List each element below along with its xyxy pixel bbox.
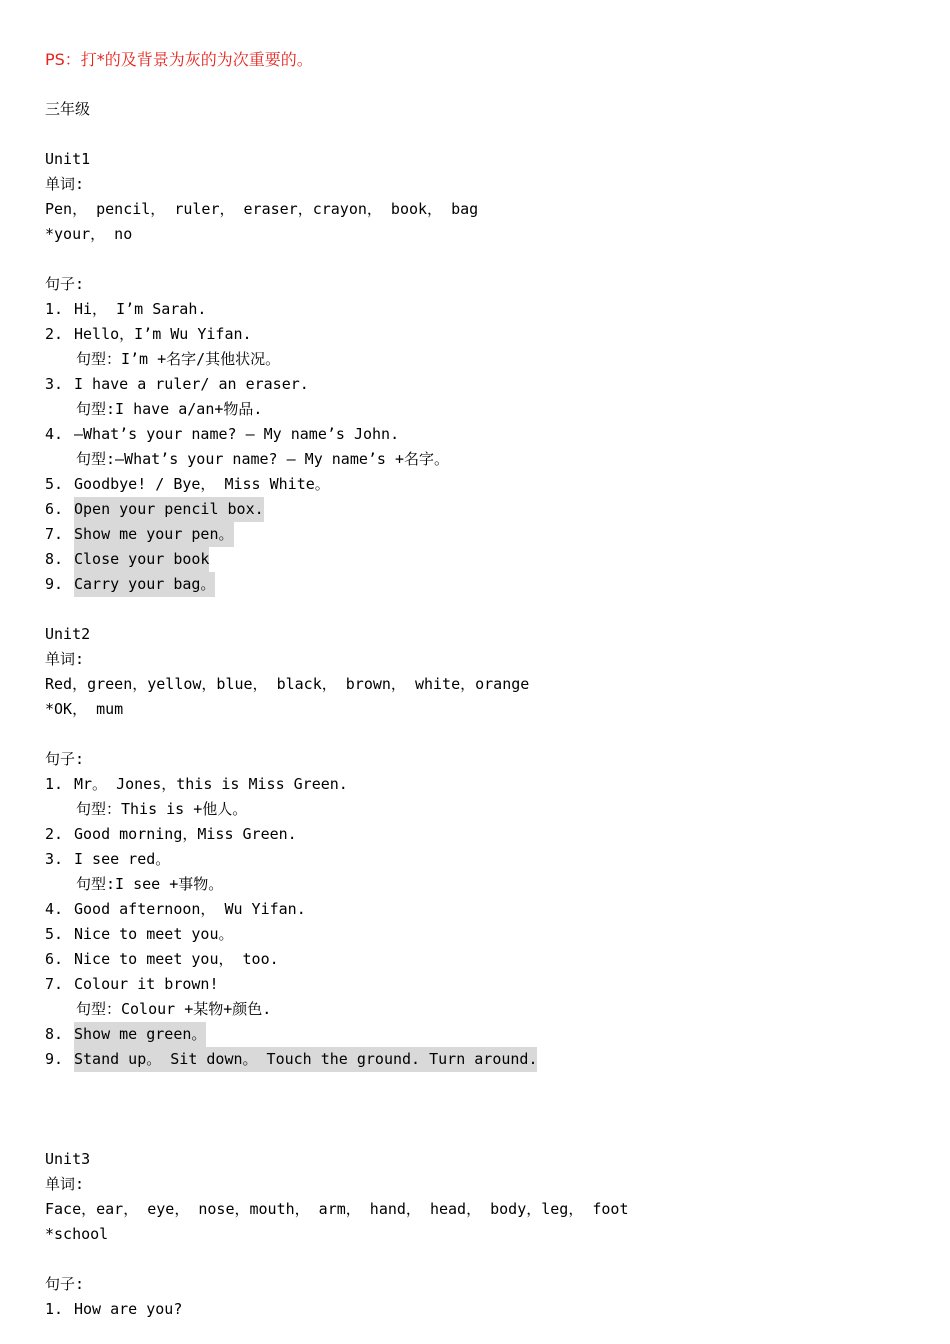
words-label: 单词: <box>45 175 85 193</box>
units-container <box>45 147 925 1322</box>
document-page <box>45 47 925 1322</box>
sentence-number: 2. <box>45 825 64 843</box>
sentence-text: Close your book <box>74 547 209 572</box>
grade-heading: 三年级 <box>45 100 91 118</box>
sentence-number: 2. <box>45 325 64 343</box>
sentence-number: 1. <box>45 300 64 318</box>
sentence-pattern: 句型：Colour +某物+颜色. <box>76 1000 272 1018</box>
word-list: Pen， pencil， ruler， eraser，crayon， book， bag <box>45 200 479 218</box>
sentence-number: 8. <box>45 550 64 568</box>
sentence-text: Show me green。 <box>74 1022 206 1047</box>
importance-note: PS：打*的及背景为灰的为次重要的。 <box>45 50 313 69</box>
sentence-number: 5. <box>45 925 64 943</box>
sentence-text: Show me your pen。 <box>74 522 234 547</box>
sentence-text: Nice to meet you， too. <box>74 950 279 968</box>
sentence-number: 1. <box>45 775 64 793</box>
sentence-number: 8. <box>45 1025 64 1043</box>
sentence-number: 9. <box>45 1050 64 1068</box>
sentence-item <box>45 897 925 922</box>
spacer <box>45 1097 925 1122</box>
sentence-number: 9. <box>45 575 64 593</box>
sentence-item <box>45 947 925 972</box>
sentence-text: How are you? <box>74 1300 183 1318</box>
extra-word-list: *OK， mum <box>45 700 124 718</box>
sentence-text: Carry your bag。 <box>74 572 215 597</box>
sentence-item <box>45 472 925 497</box>
sentence-number: 5. <box>45 475 64 493</box>
sentence-item <box>45 522 925 547</box>
sentence-item <box>45 422 925 447</box>
sentence-item <box>45 847 925 872</box>
sentence-text: Hi， I’m Sarah. <box>74 300 207 318</box>
word-list: Red，green，yellow，blue， black， brown， white，orange <box>45 675 530 693</box>
sentence-item <box>45 1297 925 1322</box>
sentence-text: Open your pencil box. <box>74 497 264 522</box>
sentence-number: 7. <box>45 975 64 993</box>
words-label: 单词: <box>45 1175 85 1193</box>
words-label: 单词: <box>45 650 85 668</box>
sentence-text: I see red。 <box>74 850 171 868</box>
sentence-item <box>45 822 925 847</box>
spacer <box>45 1122 925 1147</box>
sentence-number: 6. <box>45 500 64 518</box>
sentence-text: Hello，I’m Wu Yifan. <box>74 325 252 343</box>
sentence-item <box>45 322 925 347</box>
sentences-label: 句子: <box>45 275 85 293</box>
sentence-item <box>45 372 925 397</box>
sentence-text: Colour it brown! <box>74 975 219 993</box>
sentence-item <box>45 772 925 797</box>
sentence-text: I have a ruler/ an eraser. <box>74 375 309 393</box>
sentence-item <box>45 1022 925 1047</box>
sentence-item <box>45 497 925 522</box>
sentence-item <box>45 547 925 572</box>
sentence-pattern: 句型:I see +事物。 <box>76 875 224 893</box>
sentence-text: —What’s your name? – My name’s John. <box>74 425 400 443</box>
sentence-number: 6. <box>45 950 64 968</box>
sentence-text: Good morning，Miss Green. <box>74 825 297 843</box>
sentence-pattern: 句型：I’m +名字/其他状况。 <box>76 350 281 368</box>
spacer <box>45 1072 925 1097</box>
sentence-text: Goodbye! / Bye， Miss White。 <box>74 475 330 493</box>
word-list: Face，ear， eye， nose，mouth， arm， hand， head， body，leg， foot <box>45 1200 629 1218</box>
extra-word-list: *your， no <box>45 225 133 243</box>
unit-section <box>45 147 925 622</box>
sentence-number: 3. <box>45 850 64 868</box>
sentences-label: 句子: <box>45 750 85 768</box>
sentences-label: 句子: <box>45 1275 85 1293</box>
spacer <box>45 597 925 622</box>
sentence-pattern: 句型：This is +他人。 <box>76 800 248 818</box>
unit-title: Unit3 <box>45 1150 91 1168</box>
sentence-number: 1. <box>45 1300 64 1318</box>
sentence-item <box>45 972 925 997</box>
sentence-item <box>45 572 925 597</box>
sentence-number: 7. <box>45 525 64 543</box>
sentence-item <box>45 922 925 947</box>
unit-title: Unit2 <box>45 625 91 643</box>
sentence-number: 3. <box>45 375 64 393</box>
sentence-item <box>45 297 925 322</box>
sentence-pattern: 句型:—What’s your name? – My name’s +名字。 <box>76 450 450 468</box>
unit-section <box>45 1147 925 1322</box>
sentence-number: 4. <box>45 425 64 443</box>
sentence-item <box>45 1047 925 1072</box>
extra-word-list: *school <box>45 1225 109 1243</box>
sentence-text: Stand up。 Sit down。 Touch the ground. Turn around. <box>74 1047 537 1072</box>
unit-section <box>45 622 925 1147</box>
sentence-text: Good afternoon， Wu Yifan. <box>74 900 306 918</box>
sentence-text: Mr。 Jones，this is Miss Green. <box>74 775 348 793</box>
spacer <box>45 1247 925 1272</box>
sentence-pattern: 句型:I have a/an+物品. <box>76 400 263 418</box>
spacer <box>45 722 925 747</box>
sentence-text: Nice to meet you。 <box>74 925 234 943</box>
sentence-number: 4. <box>45 900 64 918</box>
unit-title: Unit1 <box>45 150 91 168</box>
spacer <box>45 247 925 272</box>
